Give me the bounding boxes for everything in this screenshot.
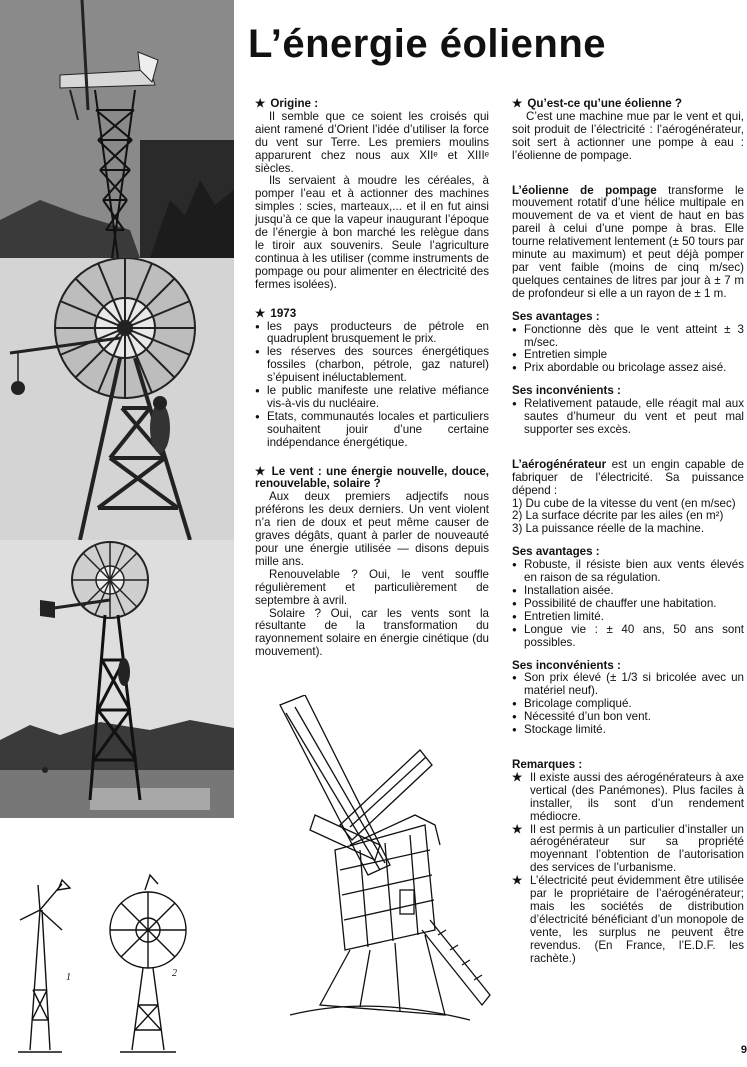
y1973-list xyxy=(255,321,489,450)
questce-paragraph: C’est une machine mue par le vent et qui, soit produit de l’électricité : l’aérogénérateur, soit sert à actionner une pompe à eau : l’éolienne de pompage. xyxy=(512,109,744,162)
list-item: ● les pays producteurs de pétrole en quadruplent brusquement le prix. xyxy=(255,321,489,347)
list-item: ● Prix abordable ou bricolage assez aisé. xyxy=(512,362,744,375)
origine-paragraph-1: Il semble que ce soient les croisés qui aient ramené d’Orient l’idée d’utiliser la force du vent sur Terre. Les premiers moulins apparurent chez nous aux XIIᵉ et XIIIᵉ siècles. xyxy=(255,109,489,175)
aero-inconvenients-list xyxy=(512,672,744,737)
aero-factor-3: 3) La puissance réelle de la machine. xyxy=(512,522,705,536)
list-item xyxy=(512,824,744,876)
star-icon: ★ xyxy=(512,822,523,836)
aero-paragraph xyxy=(512,459,744,498)
photo-windpump-by-pond xyxy=(0,540,234,818)
vent-paragraph-2: Renouvelable ? Oui, le vent souffle régulièrement et particulièrement de septembre à avril. xyxy=(255,567,489,607)
list-item: ● Etats, communautés locales et particuliers souhaitent jouir d’une certaine indépendance énergétique. xyxy=(255,411,489,450)
column-middle xyxy=(255,98,489,659)
y1973-heading xyxy=(255,308,489,321)
remarque-text: L’électricité peut évidemment être utilisée par le propriétaire de l’aérogénérateur; mais les sociétés de distribution d’électricité bénéficiant d’un monopole de vente, les surplus ne peuvent être revendus. (En France, l’E.D.F. les rachète.) xyxy=(530,874,744,965)
photo-windpump-tower-top xyxy=(0,0,234,258)
list-item: ● Son prix élevé (± 1/3 si bricolée avec un matériel neuf). xyxy=(512,672,744,698)
drawing-post-windmill xyxy=(250,695,500,1030)
pompage-avantages-list xyxy=(512,324,744,376)
list-item xyxy=(512,772,744,824)
page-number: 9 xyxy=(740,1044,747,1056)
pompage-inconvenients-list xyxy=(512,398,744,437)
list-item: ● les réserves des sources énergétiques fossiles (charbon, pétrole, gaz naturel) s’épuisent inéluctablement. xyxy=(255,346,489,385)
list-item: ● Robuste, il résiste bien aux vents élevés en raison de sa régulation. xyxy=(512,559,744,585)
aero-factor-1: 1) Du cube de la vitesse du vent (en m/sec) xyxy=(512,496,736,510)
aero-inconvenients-heading: Ses inconvénients : xyxy=(512,658,621,672)
list-item: ● Fonctionne dès que le vent atteint ± 3 m/sec. xyxy=(512,324,744,350)
aero-factor-2: 2) La surface décrite par les ailes (en m²) xyxy=(512,509,724,523)
star-icon: ★ xyxy=(255,97,266,110)
pompage-avantages-heading: Ses avantages : xyxy=(512,309,600,323)
page-title: L’énergie éolienne xyxy=(248,22,607,66)
star-icon: ★ xyxy=(512,874,523,888)
figure-label-2: 2 xyxy=(172,968,177,979)
list-item: ● Possibilité de chauffer une habitation. xyxy=(512,598,744,611)
pompage-paragraph xyxy=(512,185,744,301)
list-item xyxy=(512,875,744,965)
list-item: ● Longue vie : ± 40 ans, 50 ans sont possibles. xyxy=(512,624,744,650)
list-item: ● Bricolage compliqué. xyxy=(512,698,744,711)
remarques-heading: Remarques : xyxy=(512,757,583,771)
aero-avantages-list xyxy=(512,559,744,649)
list-item: ● Entretien simple xyxy=(512,349,744,362)
origine-paragraph-2: Ils servaient à moudre les céréales, à pomper l’eau et à actionner des machines simples : scies, marteaux,... et il en fut ainsi jusqu’à ce que la vapeur inaugurant l’époque de l’énergie à bon marché les relègue dans le tiroir aux souvenirs. Seule l’agriculture continua à les utiliser (comme instruments de pompage ou pour alimenter en électricité des fermes isolées). xyxy=(255,174,489,291)
origine-heading xyxy=(255,98,489,111)
drawing-aerogenerators xyxy=(0,870,240,1060)
questce-heading-text: Qu’est-ce qu’une éolienne ? xyxy=(527,97,683,110)
pompage-lead: L’éolienne de pompage xyxy=(512,183,657,197)
list-item: ● le public manifeste une relative méfiance vis-à-vis du nucléaire. xyxy=(255,385,489,411)
vent-paragraph-3: Solaire ? Oui, car les vents sont la résultante de la transformation du rayonnement solaire en énergie cinétique (du mouvement). xyxy=(255,606,489,659)
star-icon: ★ xyxy=(512,770,523,784)
star-icon: ★ xyxy=(512,97,523,110)
vent-paragraph-1: Aux deux premiers adjectifs nous préférons les deux derniers. Un vent violent n’a rien de doux et peut même causer de graves dégâts, quant à parler de nouveauté pour une énergie utilisée — disons depuis mille ans. xyxy=(255,490,489,568)
list-item: ● Entretien limité. xyxy=(512,611,744,624)
list-item: ● Stockage limité. xyxy=(512,724,744,737)
vent-heading xyxy=(255,466,489,492)
photo-multiblade-windpump-climber xyxy=(0,258,234,540)
aero-text: est un engin capable de fabriquer de l’électricité. Sa puissance dépend : xyxy=(512,457,744,497)
remarques-list xyxy=(512,772,744,966)
vent-heading-text: Le vent : une énergie nouvelle, douce, renouvelable, solaire ? xyxy=(255,464,489,491)
list-item: ● Relativement pataude, elle réagit mal aux sautes d’humeur du vent et peut mal supporter ses excès. xyxy=(512,398,744,437)
pompage-inconvenients-heading: Ses inconvénients : xyxy=(512,384,621,398)
origine-heading-text: Origine : xyxy=(270,97,319,110)
remarque-text: Il est permis à un particulier d’installer un aérogénérateur sur sa propriété moyennant l’obtention de l’autorisation des services de l’urbanisme. xyxy=(530,822,744,875)
figure-label-1: 1 xyxy=(66,972,71,983)
aero-lead: L’aérogénérateur xyxy=(512,457,607,471)
pompage-text: transforme le mouvement rotatif d’une hélice multipale en mouvement de va et vient de haut en bas pareil à celui d’une pompe à bras. Elle tourne relativement lentement (± 50 tours par minute au maximum) et peut déjà pomper par vent faible (moins de cinq m/sec) quelques centaines de litres par jour à ± 7 m de profondeur si elle a un rayon de ± 1 m. xyxy=(512,183,744,300)
questce-heading xyxy=(512,98,744,111)
column-right xyxy=(512,98,744,965)
remarque-text: Il existe aussi des aérogénérateurs à axe vertical (des Panémones). Plus faciles à installer, ils sont d’un rendement médiocre. xyxy=(530,770,744,823)
list-item: ● Installation aisée. xyxy=(512,585,744,598)
star-icon: ★ xyxy=(255,464,267,478)
list-item: ● Nécessité d’un bon vent. xyxy=(512,711,744,724)
aero-avantages-heading: Ses avantages : xyxy=(512,545,600,559)
y1973-heading-text: 1973 xyxy=(270,306,297,320)
star-icon: ★ xyxy=(255,306,266,320)
